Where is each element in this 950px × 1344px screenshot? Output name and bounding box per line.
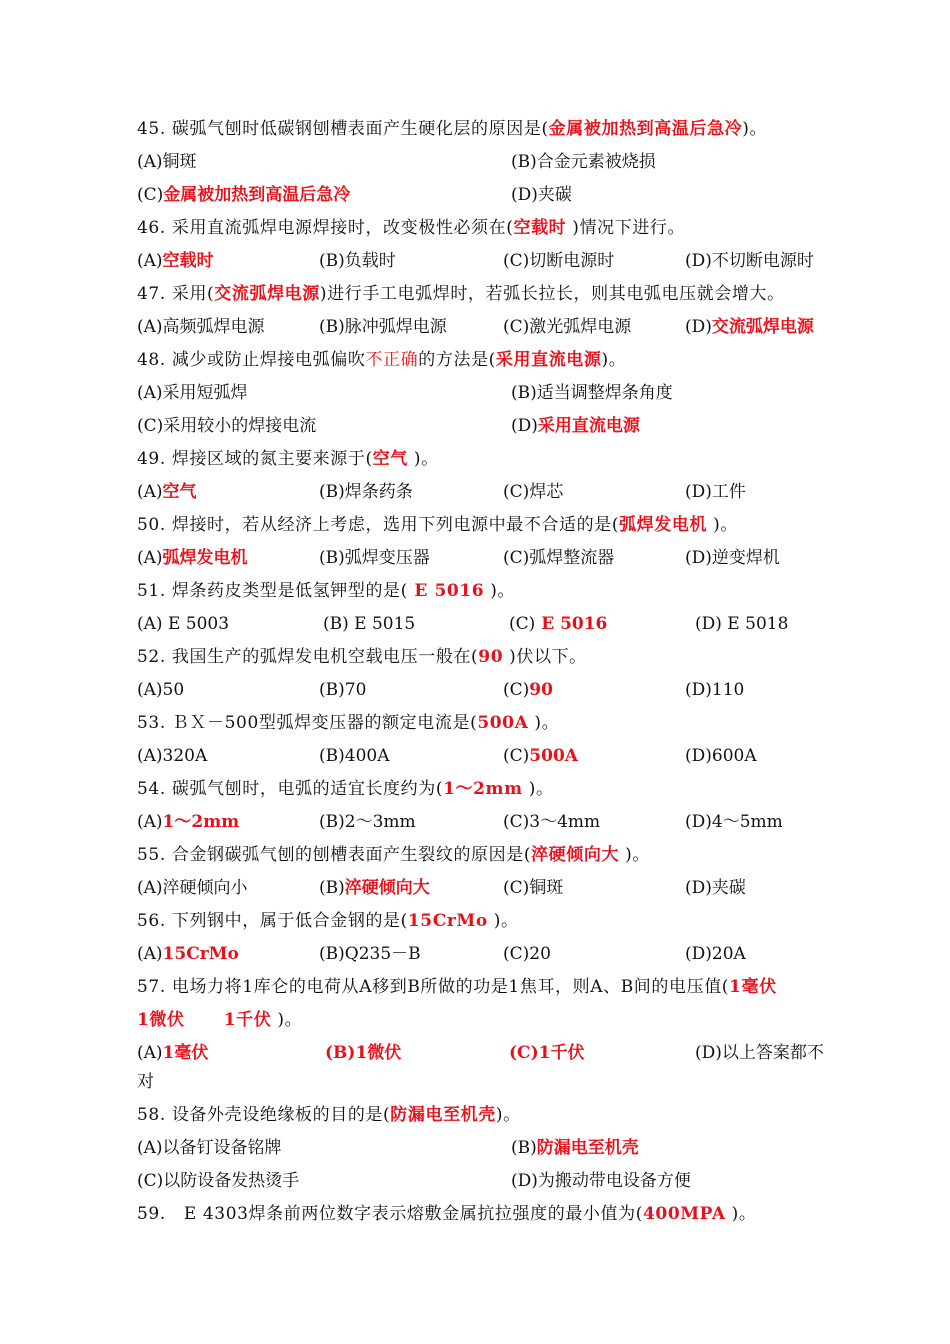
emphasis-text: 不正确 xyxy=(365,350,419,370)
answer-text: 1～2mm xyxy=(443,779,523,799)
answer-text: 采用直流电源 xyxy=(495,350,602,370)
option-d: (D)夹碳 xyxy=(685,878,746,898)
option-d: (D)交流弧焊电源 xyxy=(685,317,814,337)
answer-text: 1毫伏 xyxy=(729,977,777,997)
option-b: (B)70 xyxy=(319,680,367,700)
options-row xyxy=(137,608,850,641)
option-c: (C)铜斑 xyxy=(503,878,564,898)
options-row xyxy=(137,1165,850,1198)
option-a: (A)淬硬倾向小 xyxy=(137,878,248,898)
option-b: (B)弧焊变压器 xyxy=(319,548,430,568)
options-row xyxy=(137,542,850,575)
option-b: (B)焊条药条 xyxy=(319,482,413,502)
option-d: (D)不切断电源时 xyxy=(685,251,814,271)
option-c: (C)20 xyxy=(503,944,551,964)
options-row xyxy=(137,377,850,410)
options-row xyxy=(137,1132,850,1165)
question-57-continued: 1微伏 1千伏 )。 xyxy=(137,1010,303,1030)
question-55: 55. 合金钢碳弧气刨的刨槽表面产生裂纹的原因是(淬硬倾向大 )。 xyxy=(137,845,650,865)
option-c: (C)500A xyxy=(503,746,578,766)
option-b: (B)负载时 xyxy=(319,251,396,271)
question-49: 49. 焊接区域的氮主要来源于(空气 )。 xyxy=(137,449,439,469)
options-row xyxy=(137,410,850,443)
option-d: (D)20A xyxy=(685,944,746,964)
option-a: (A)弧焊发电机 xyxy=(137,548,248,568)
option-a: (A)1～2mm xyxy=(137,812,240,832)
option-b: (B)防漏电至机壳 xyxy=(511,1138,639,1158)
answer-text: 1微伏 1千伏 xyxy=(137,1010,272,1030)
option-a: (A)50 xyxy=(137,680,185,700)
option-d-wrap: 对 xyxy=(137,1072,154,1092)
answer-text: 弧焊发电机 xyxy=(619,515,708,535)
question-text: 45. 碳弧气刨时低碳钢刨槽表面产生硬化层的原因是( xyxy=(137,119,549,139)
option-b: (B)2～3mm xyxy=(319,812,416,832)
question-54: 54. 碳弧气刨时，电弧的适宜长度约为(1～2mm )。 xyxy=(137,779,554,799)
answer-text: 金属被加热到高温后急冷 xyxy=(548,119,743,139)
option-d: (D)工件 xyxy=(685,482,746,502)
option-d: (D)逆变焊机 xyxy=(685,548,780,568)
question-59: 59. E 4303焊条前两位数字表示熔敷金属抗拉强度的最小值为(400MPA )。 xyxy=(137,1204,757,1224)
option-a: (A) E 5003 xyxy=(137,614,230,634)
option-d: (D)600A xyxy=(685,746,757,766)
option-d: (D) E 5018 xyxy=(695,614,789,634)
option-c: (C)以防设备发热烫手 xyxy=(137,1171,300,1191)
options-row xyxy=(137,872,850,905)
answer-text: 500A xyxy=(477,713,529,733)
option-d: (D)4～5mm xyxy=(685,812,783,832)
question-51: 51. 焊条药皮类型是低氢钾型的是( E 5016 )。 xyxy=(137,581,516,601)
answer-text: 90 xyxy=(478,647,504,667)
options-row xyxy=(137,476,850,509)
answer-text: 空气 xyxy=(372,449,408,469)
option-c: (C)金属被加热到高温后急冷 xyxy=(137,185,351,205)
options-row xyxy=(137,245,850,278)
question-57: 57. 电场力将1库仑的电荷从A移到B所做的功是1焦耳，则A、B间的电压值(1毫伏 xyxy=(137,977,777,997)
question-50: 50. 焊接时，若从经济上考虑，选用下列电源中最不合适的是(弧焊发电机 )。 xyxy=(137,515,738,535)
option-c: (C) E 5016 xyxy=(509,614,608,634)
options-row xyxy=(137,674,850,707)
option-a: (A)15CrMo xyxy=(137,944,239,964)
option-a: (A)采用短弧焊 xyxy=(137,383,248,403)
options-row xyxy=(137,146,850,179)
question-45 xyxy=(137,113,850,146)
options-row xyxy=(137,806,850,839)
question-text: )。 xyxy=(742,119,768,139)
option-a: (A)空载时 xyxy=(137,251,214,271)
option-a: (A)铜斑 xyxy=(137,152,197,172)
option-c: (C)90 xyxy=(503,680,553,700)
option-b: (B)1微伏 xyxy=(325,1043,402,1063)
options-row xyxy=(137,938,850,971)
option-c: (C)3～4mm xyxy=(503,812,601,832)
options-row xyxy=(137,311,850,344)
answer-text: 400MPA xyxy=(642,1204,726,1224)
question-46: 46. 采用直流弧焊电源焊接时，改变极性必须在(空载时 )情况下进行。 xyxy=(137,218,686,238)
option-b: (B) E 5015 xyxy=(323,614,416,634)
question-56: 56. 下列钢中，属于低合金钢的是(15CrMo )。 xyxy=(137,911,519,931)
option-b: (B)适当调整焊条角度 xyxy=(511,383,673,403)
question-53: 53. ＢＸ－500型弧焊变压器的额定电流是(500A )。 xyxy=(137,713,560,733)
answer-text: 淬硬倾向大 xyxy=(531,845,620,865)
option-c: (C)弧焊整流器 xyxy=(503,548,615,568)
answer-text: 15CrMo xyxy=(407,911,488,931)
option-b: (B)合金元素被烧损 xyxy=(511,152,656,172)
question-52: 52. 我国生产的弧焊发电机空载电压一般在(90 )伏以下。 xyxy=(137,647,587,667)
options-row xyxy=(137,179,850,212)
option-b: (B)脉冲弧焊电源 xyxy=(319,317,447,337)
options-row xyxy=(137,740,850,773)
option-a: (A)1毫伏 xyxy=(137,1043,209,1063)
option-a: (A)空气 xyxy=(137,482,197,502)
question-47: 47. 采用(交流弧焊电源)进行手工电弧焊时，若弧长拉长，则其电弧电压就会增大。 xyxy=(137,284,785,304)
option-a: (A)高频弧焊电源 xyxy=(137,317,265,337)
option-d: (D)为搬动带电设备方便 xyxy=(511,1171,691,1191)
option-d: (D)110 xyxy=(685,680,745,700)
option-c: (C)切断电源时 xyxy=(503,251,615,271)
question-48: 48. 减少或防止焊接电弧偏吹不正确的方法是(采用直流电源)。 xyxy=(137,350,627,370)
answer-text: 空载时 xyxy=(513,218,567,238)
answer-text: 防漏电至机壳 xyxy=(390,1105,496,1125)
option-c: (C)采用较小的焊接电流 xyxy=(137,416,317,436)
option-d: (D)采用直流电源 xyxy=(511,416,640,436)
option-b: (B)400A xyxy=(319,746,390,766)
option-d: (D)夹碳 xyxy=(511,185,572,205)
option-c: (C)激光弧焊电源 xyxy=(503,317,632,337)
option-c: (C)焊芯 xyxy=(503,482,564,502)
question-58: 58. 设备外壳设绝缘板的目的是(防漏电至机壳)。 xyxy=(137,1105,521,1125)
answer-text: E 5016 xyxy=(407,581,485,601)
option-b: (B)淬硬倾向大 xyxy=(319,878,430,898)
option-c: (C)1千伏 xyxy=(509,1043,585,1063)
answer-text: 交流弧焊电源 xyxy=(214,284,320,304)
option-b: (B)Q235－B xyxy=(319,944,421,964)
option-a: (A)320A xyxy=(137,746,208,766)
option-a: (A)以备钉设备铭牌 xyxy=(137,1138,282,1158)
option-d: (D)以上答案都不 xyxy=(695,1043,824,1063)
